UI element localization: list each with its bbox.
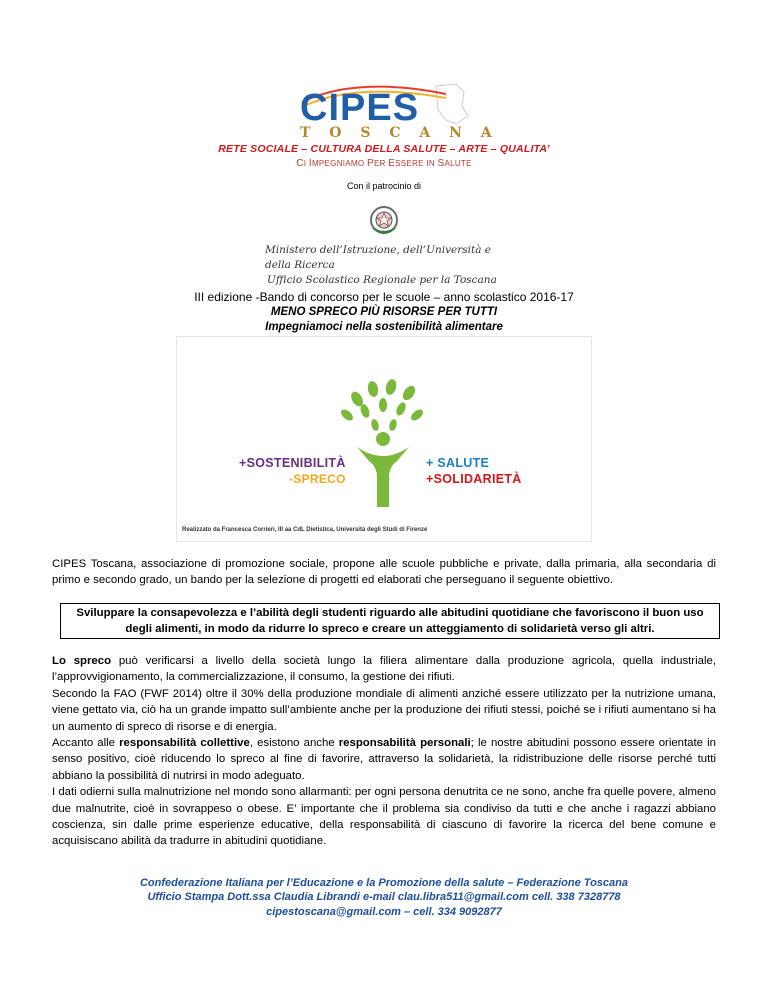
motto-cap: I [308, 158, 312, 169]
motto-rest: SSERE IN [395, 159, 438, 168]
intro-paragraph [52, 556, 716, 589]
poster-spreco: -SPRECO [289, 472, 346, 486]
paragraph-responsabilita [52, 735, 716, 784]
footer-confederazione: Confederazione Italiana per l’Educazione e la Promozione della salute – Federazione Toscana [139, 877, 628, 889]
person-leaves-icon [337, 381, 429, 511]
paragraph-fao: Secondo la FAO (FWF 2014) oltre il 30% della produzione mondiale di alimenti anziché essere utilizzato per la nutrizione umana, viene gettato via, ciò ha un grande impatto sull’ambiente anche per la produzione dei rifiuti stessi, poiché se i rifiuti aumentano si ha un aumento di spreco di risorse e di energia. [52, 687, 716, 733]
patrocinio-label: Con il patrocinio di [346, 181, 422, 191]
motto-rest: I [303, 159, 309, 168]
svg-text:T O S C A N A: T O S C A N A [300, 125, 499, 141]
objective-box: Sviluppare la consapevolezza e l’abilità degli studenti riguardo alle abitudini quotidiane che favoriscono il buon uso degli alimenti, in modo da ridurre lo spreco e creare un atteggiamento di solidarietà verso gli altri. [60, 603, 720, 639]
motto-rest: MPEGNIAMO [311, 159, 367, 168]
campaign-poster [176, 336, 592, 542]
contest-subtitle: Impegniamoci nella sostenibilità alimentare [265, 321, 503, 333]
motto-rest: ALUTE [444, 159, 472, 168]
svg-text:CIPES: CIPES [300, 87, 420, 129]
motto-rest: ER [373, 159, 389, 168]
resp-text-d: ; le nostre abitudini possono essere orientate in senso positivo, cioè riducendo lo spreco al fine di favorire, attraverso la solidarietà, la ridistribuzione delle risorse perché tutti abbiano la possibilità di nutrirsi in modo adeguato. [52, 737, 716, 782]
poster-sostenibilita: +SOSTENIBILITÀ [239, 456, 346, 470]
motto-cap: P [366, 158, 374, 169]
motto [0, 158, 768, 169]
paragraph-spreco [52, 653, 716, 686]
contest-title: MENO SPRECO PIÙ RISORSE PER TUTTI [270, 306, 498, 318]
poster-salute: + SALUTE [426, 456, 490, 470]
resp-personali: responsabilità personali [338, 737, 471, 750]
spreco-text: può verificarsi a livello della società lungo la filiera alimentare dalla produzione agricola, quella industriale, l’approvvigionamento, la commercializzazione, il consumo, la gestione dei rifiuti. [52, 655, 716, 684]
cipes-toscana-logo [296, 80, 499, 141]
intro-text: CIPES Toscana, associazione di promozione sociale, propone alle scuole pubbliche e private, dalla primaria, alla secondaria di primo e secondo grado, un bando per la selezione di progetti ed elaborati che perseguano il seguente obiettivo. [52, 558, 716, 587]
ministry-line-1: Ministero dell’Istruzione, dell’Università e della Ricerca [265, 244, 492, 271]
ministry-name [265, 243, 505, 288]
resp-text-a: Accanto alle [52, 737, 120, 750]
motto-cap: C [296, 158, 304, 169]
tagline: RETE SOCIALE – CULTURA DELLA SALUTE – ARTE – QUALITA’ [218, 143, 550, 155]
contest-edition: III edizione -Bando di concorso per le scuole – anno scolastico 2016-17 [194, 290, 574, 304]
paragraph-malnutrizione: I dati odierni sulla malnutrizione nel mondo sono allarmanti: per ogni persona denutrita ce ne sono, anche fra quelle povere, almeno due malnutrite, cioè in sovrappeso o obese. E’ importante che il problema sia condiviso da tutti e che anche i ragazzi abbiano coscienza, sin dalle prime esperienze educative, della responsabilità di ciascuno di favorire la ricerca del bene comune e acquisiscano abilità da tradurre in abitudini quotidiane. [52, 786, 716, 848]
resp-collettive: responsabilità collettive [119, 737, 250, 750]
ministry-line-2: Ufficio Scolastico Regionale per la Toscana [267, 274, 497, 286]
poster-solidarieta: +SOLIDARIETÀ [426, 472, 522, 486]
body-paragraphs [52, 653, 716, 850]
motto-cap: S [437, 158, 445, 169]
motto-cap: E [388, 158, 396, 169]
italian-republic-emblem-icon [368, 204, 400, 236]
footer-contact: cipestoscana@gmail.com – cell. 334 9092877 [266, 906, 502, 918]
footer-ufficio-stampa: Ufficio Stampa Dott.ssa Claudia Librandi e-mail clau.libra511@gmail.com cell. 338 7328778 [147, 891, 621, 903]
resp-text-c: , esistono anche [249, 737, 339, 750]
spreco-bold: Lo spreco [52, 655, 112, 667]
poster-credit: Realizzato da Francesca Corrieri, III aa CdL Dietistica, Università degli Studi di Firenze [182, 527, 428, 533]
